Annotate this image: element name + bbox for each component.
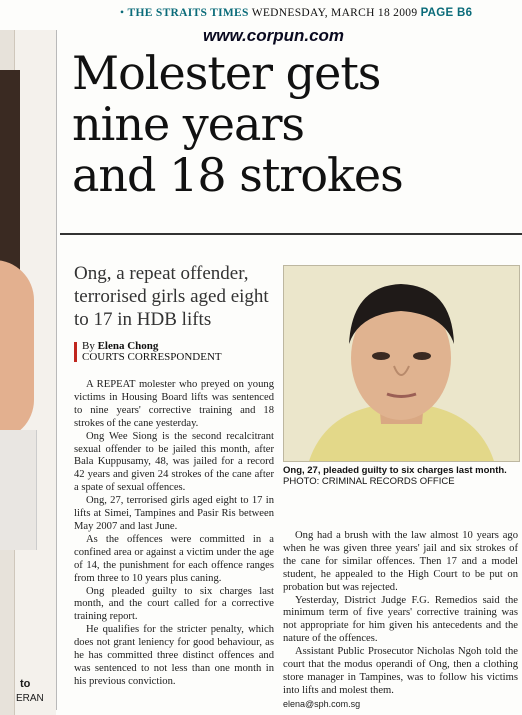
masthead-paper: THE STRAITS TIMES [127, 7, 249, 19]
mugshot-illustration [284, 266, 519, 461]
byline [82, 341, 222, 363]
paragraph: As the offences were committed in a confined area or against a victim under the age of 14, the punishment for each offence ranges from three to 10 years plus caning. [74, 533, 274, 584]
column-divider [56, 30, 57, 710]
masthead-date: WEDNESDAY, MARCH 18 2009 [251, 7, 418, 19]
paragraph: A REPEAT molester who preyed on young victims in Housing Board lifts was sentenced to nine years' corrective training and 18 strokes of the cane yesterday. [74, 379, 274, 429]
byline-prefix: By [82, 340, 95, 352]
mugshot-photo [283, 265, 520, 462]
subheadline: Ong, a repeat offender, terrorised girls aged eight to 17 in HDB lifts [74, 263, 269, 330]
masthead-bullet: • [120, 7, 125, 19]
adjacent-photo-strip [0, 30, 56, 715]
headline-line-1: Molester gets [72, 46, 381, 100]
article-column-left [74, 379, 274, 689]
caption-credit: PHOTO: CRIMINAL RECORDS OFFICE [283, 476, 455, 487]
paragraph: Yesterday, District Judge F.G. Remedios said the minimum term of five years' corrective training was not appropriate for him given his antecedents and the nature of the offences. [283, 594, 518, 645]
photo-face [0, 260, 34, 440]
paragraph: Assistant Public Prosecutor Nicholas Ngoh told the court that the modus operandi of Ong, then a clothing store manager in Tampines, was to follow his victims into lifts and molest them. [283, 646, 518, 696]
watermark: www.corpun.com [203, 26, 345, 45]
headline-line-2: nine years [72, 97, 305, 151]
byline-role: COURTS CORRESPONDENT [82, 351, 222, 363]
headline-line-3: and 18 strokes [72, 148, 403, 202]
byline-marker [74, 342, 77, 362]
paragraph: Ong pleaded guilty to six charges last month, and the court called for a corrective training report. [74, 585, 274, 623]
paragraph: Ong Wee Siong is the second recalcitrant sexual offender to be jailed this month, after Bala Kuppusamy, 48, was jailed for a record 42 years and given 24 strokes of the cane after a spate of sexual offences. [74, 430, 274, 494]
adjacent-caption-2: ERAN [16, 693, 44, 704]
adjacent-caption-1: to [20, 678, 31, 690]
caption-text: Ong, 27, pleaded guilty to six charges last month. [283, 465, 507, 476]
author-email[interactable]: elena@sph.com.sg [283, 698, 361, 709]
byline-name: Elena Chong [97, 340, 159, 352]
headline [72, 48, 522, 201]
masthead-page: PAGE B6 [420, 7, 473, 19]
photo-shirt [0, 430, 37, 550]
paragraph: He qualifies for the stricter penalty, which does not grant leniency for good behaviour, as he has committed three distinct offences and was sentenced to not less than one month in his previous conviction. [74, 624, 274, 687]
masthead [120, 7, 520, 19]
headline-rule [60, 233, 522, 235]
photo-caption [283, 465, 518, 487]
paragraph: Ong had a brush with the law almost 10 years ago when he was given three years' jail and six strokes of the cane for similar offences. Then 17 and a model student, he appealed to the High Court to be put on probation but was rejected. [283, 530, 518, 593]
paragraph: Ong, 27, terrorised girls aged eight to 17 in lifts at Simei, Tampines and Pasir Ris between May 2007 and last June. [74, 495, 274, 532]
article-column-right [283, 530, 518, 711]
